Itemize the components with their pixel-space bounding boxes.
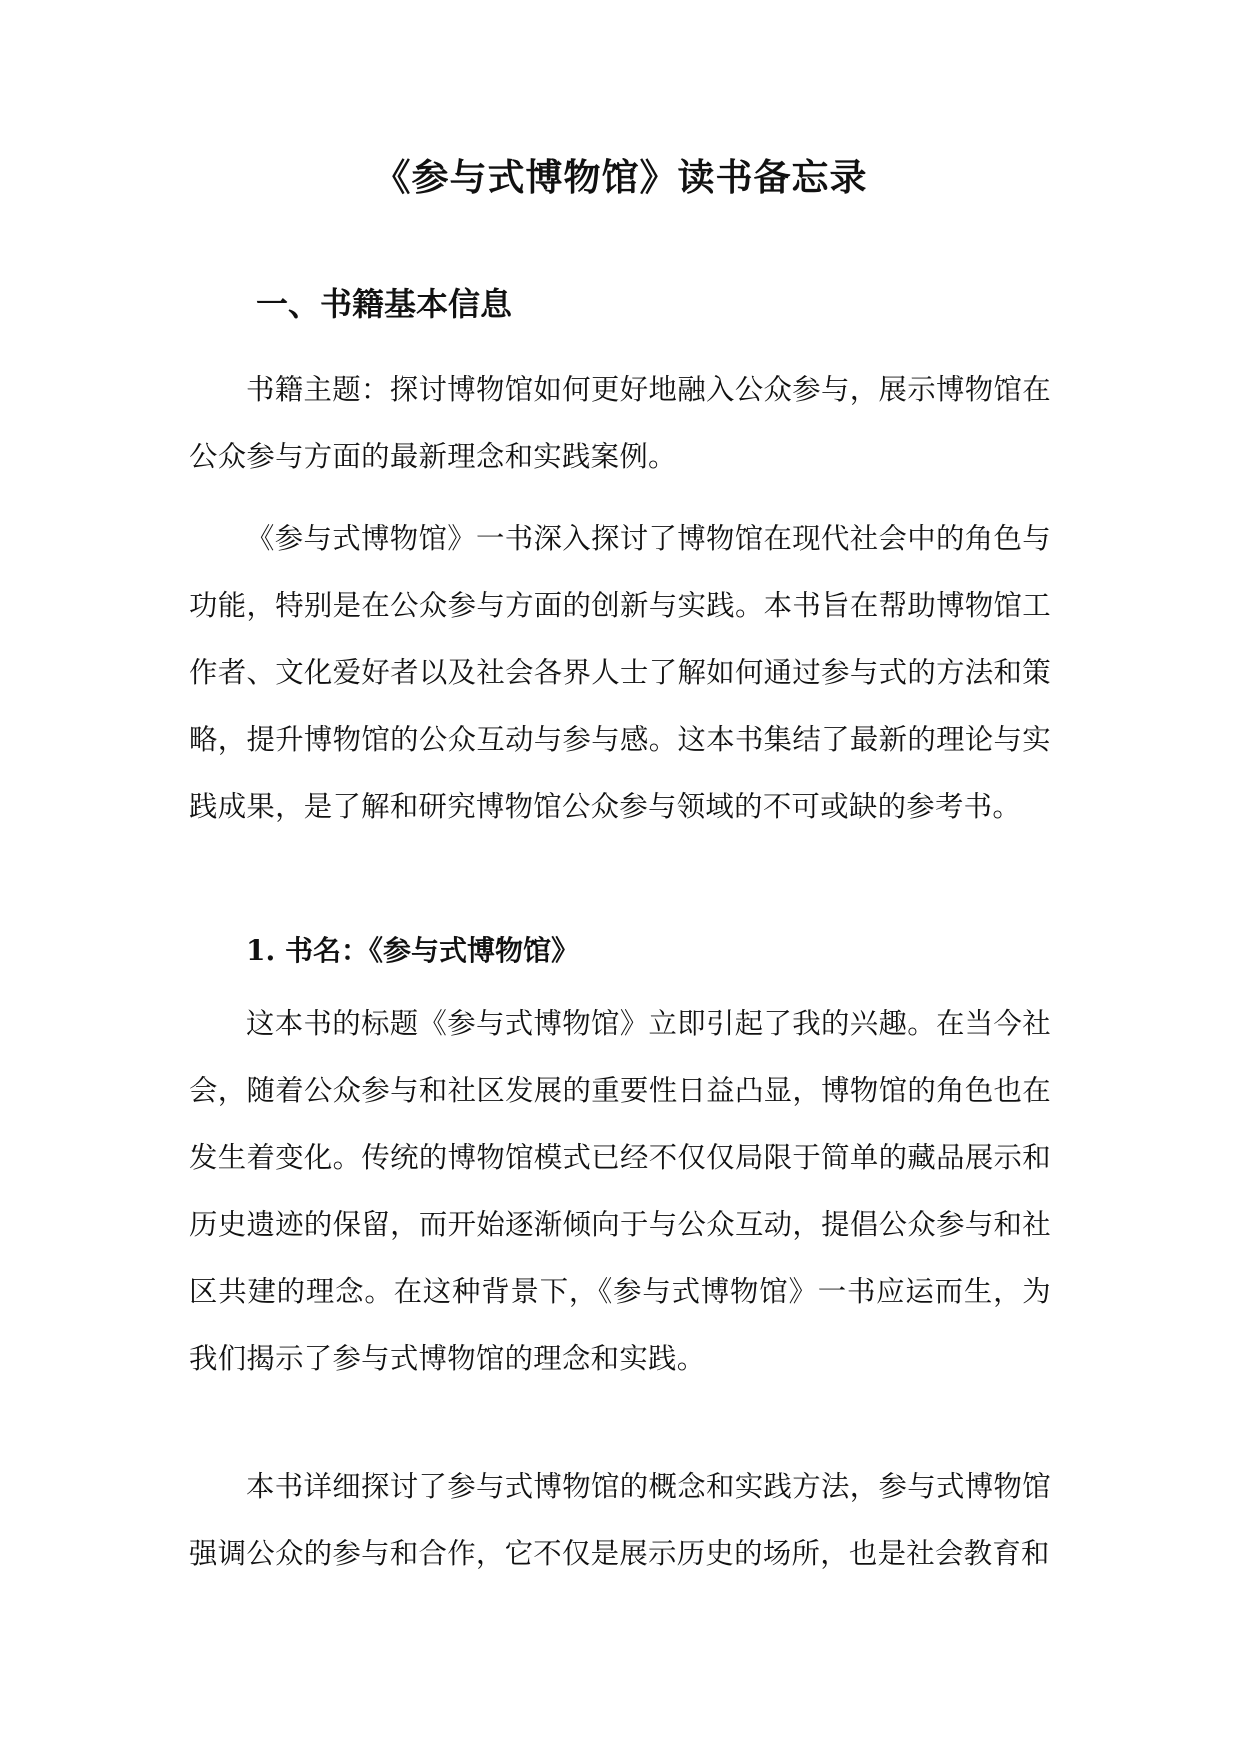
section-heading-basic-info: 一、书籍基本信息	[256, 285, 513, 323]
paragraph-title-impression: 这本书的标题《参与式博物馆》立即引起了我的兴趣。在当今社会，随着公众参与和社区发展的重要性日益凸显，博物馆的角色也在发生着变化。传统的博物馆模式已经不仅仅局限于简单的藏品展示和历史遗迹的保留，而开始逐渐倾向于与公众互动，提倡公众参与和社区共建的理念。在这种背景下，《参与式博物馆》一书应运而生，为我们揭示了参与式博物馆的理念和实践。	[189, 1007, 1051, 1375]
paragraph-book-theme: 书籍主题：探讨博物馆如何更好地融入公众参与，展示博物馆在公众参与方面的最新理念和实践案例。	[189, 373, 1051, 473]
paragraph-concept-practice: 本书详细探讨了参与式博物馆的概念和实践方法，参与式博物馆强调公众的参与和合作，它不仅是展示历史的场所，也是社会教育和	[189, 1470, 1051, 1570]
document-title: 《参与式博物馆》读书备忘录	[373, 155, 868, 199]
paragraph-book-overview: 《参与式博物馆》一书深入探讨了博物馆在现代社会中的角色与功能，特别是在公众参与方面的创新与实践。本书旨在帮助博物馆工作者、文化爱好者以及社会各界人士了解如何通过参与式的方法和策略，提升博物馆的公众互动与参与感。这本书集结了最新的理论与实践成果，是了解和研究博物馆公众参与领域的不可或缺的参考书。	[189, 522, 1051, 823]
sub-heading-book-title: 1. 书名：《参与式博物馆》	[246, 934, 579, 967]
